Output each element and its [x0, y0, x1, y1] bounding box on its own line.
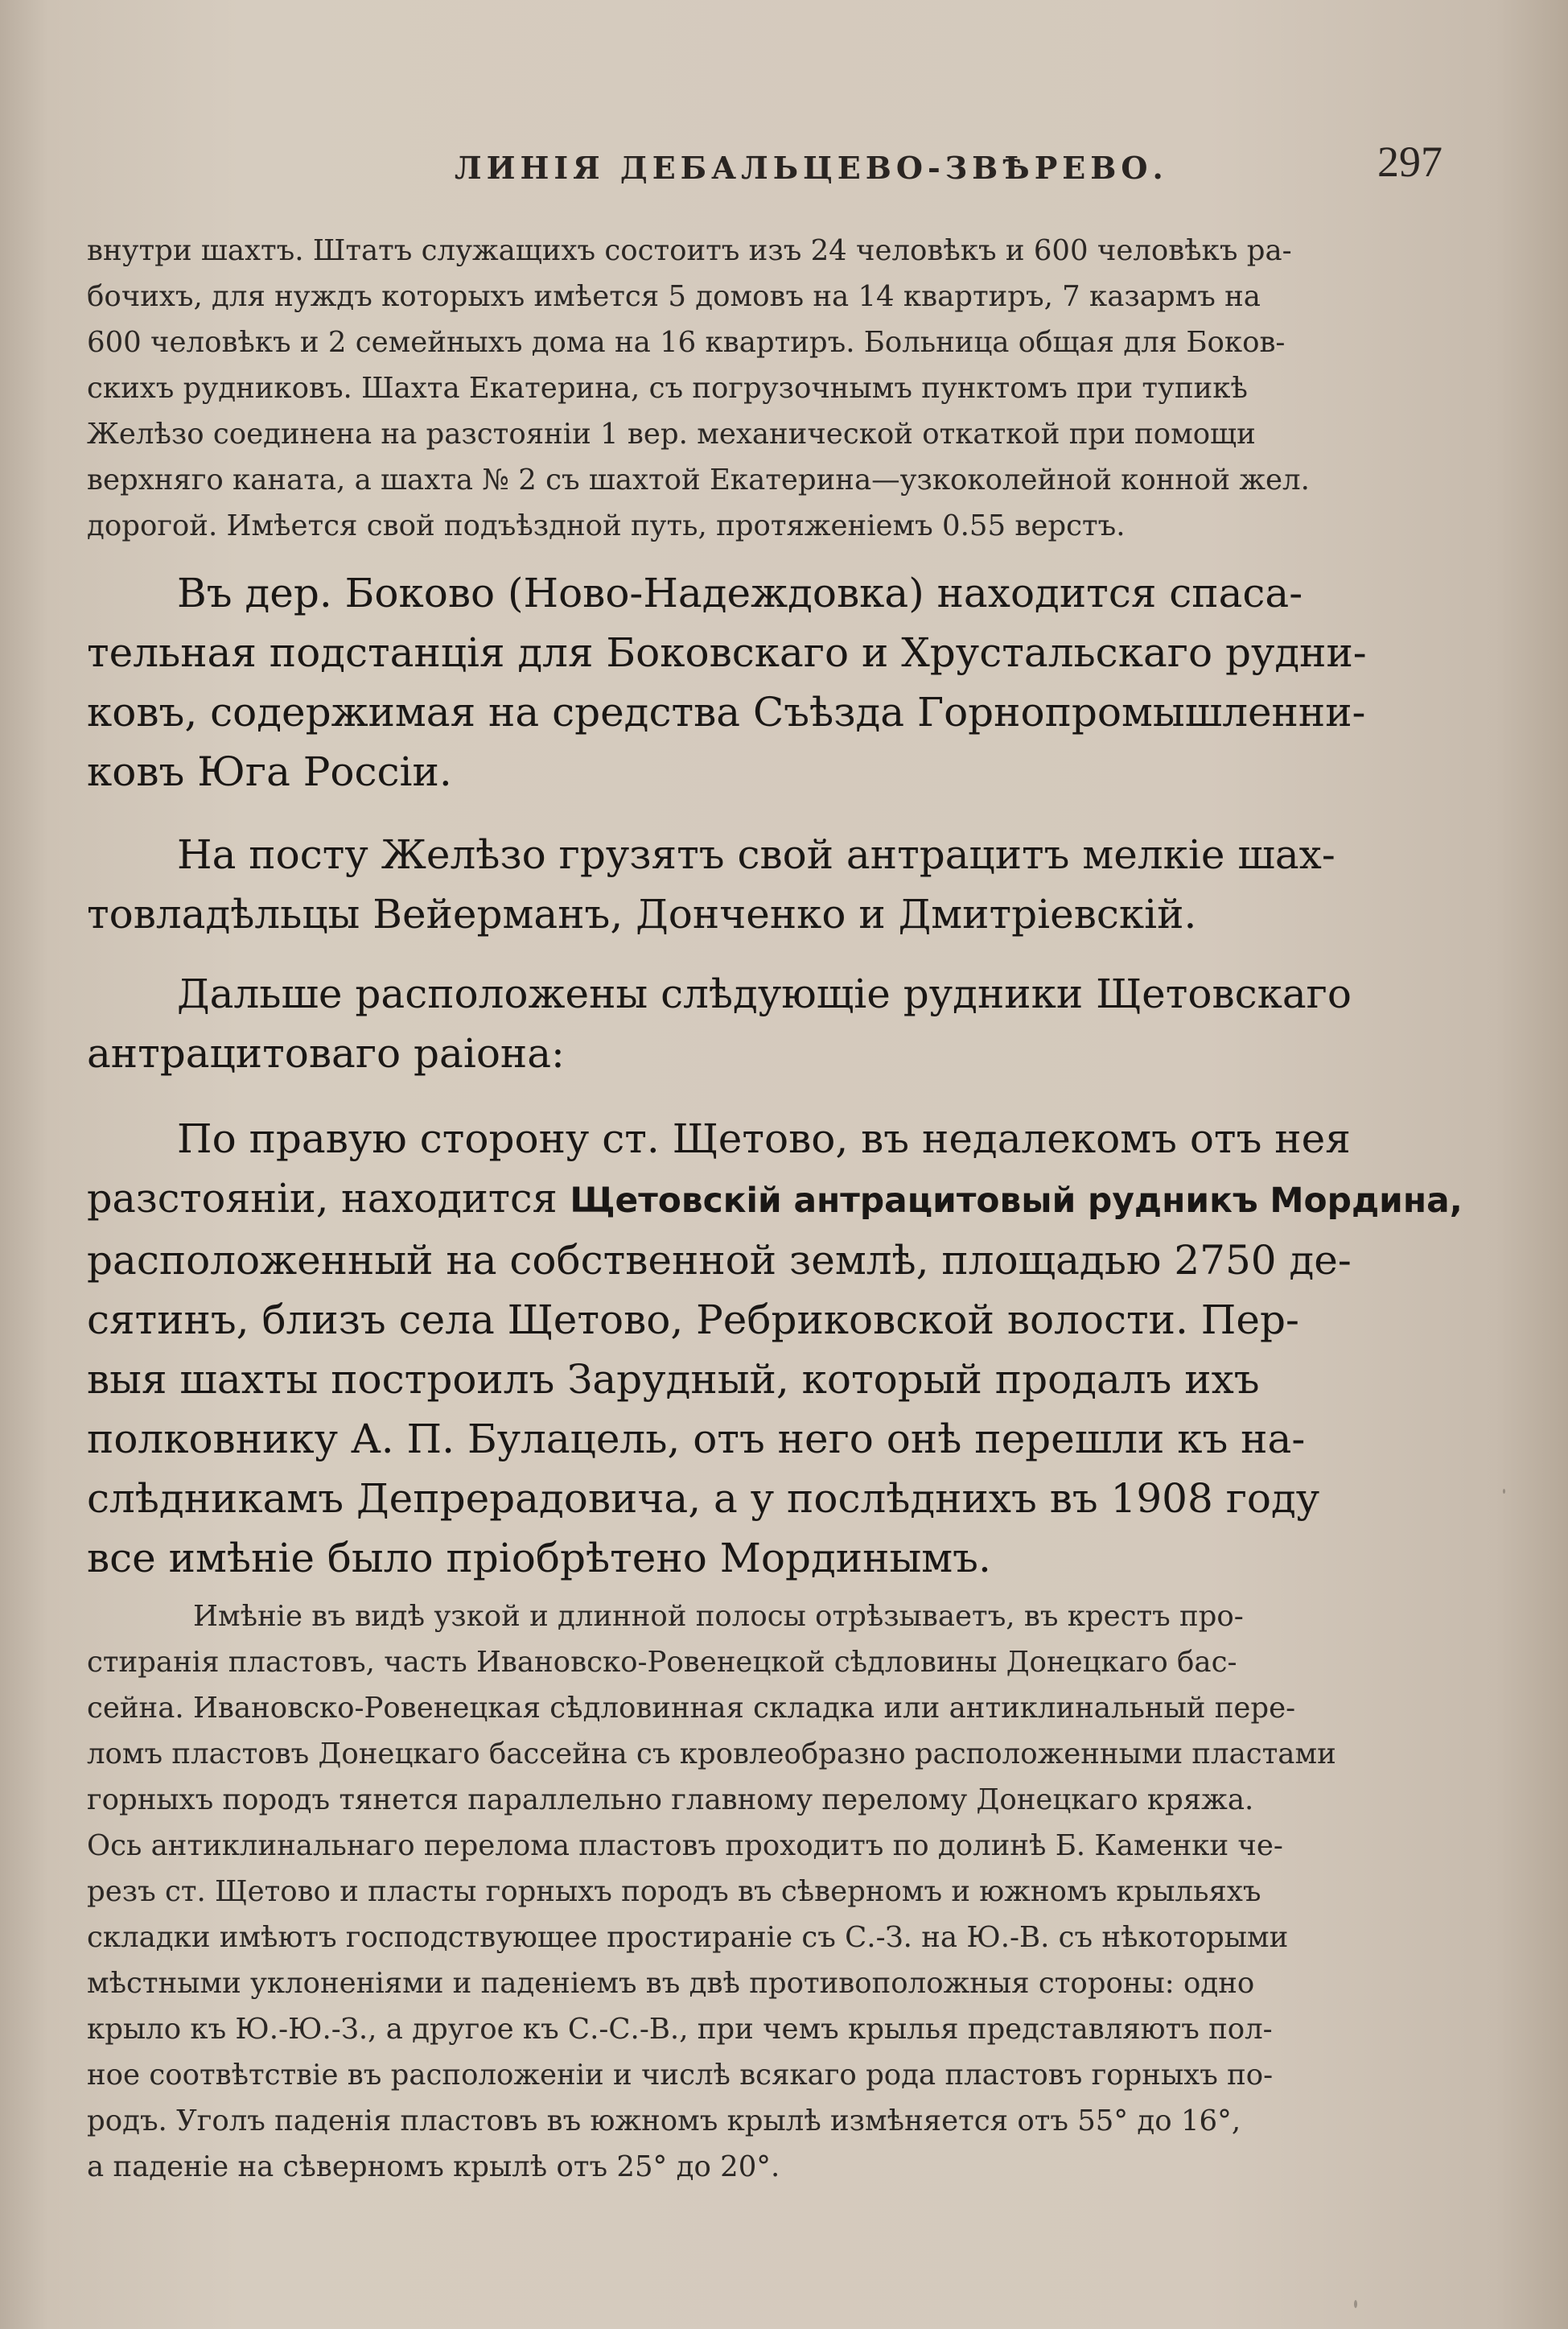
geology-line: Имѣніе въ видѣ узкой и длинной полосы отрѣзываетъ, въ крестъ про-	[193, 1600, 1244, 1633]
paragraph-line: По правую сторону ст. Щетово, въ недалекомъ отъ нея	[177, 1115, 1351, 1162]
geology-line: Ось антиклинальнаго перелома пластовъ проходитъ по долинѣ Б. Каменки че-	[87, 1829, 1283, 1862]
running-title: ЛИНІЯ ДЕБАЛЬЦЕВО-ЗВѢРЕВО.	[455, 150, 1168, 186]
paragraph-rescue-station	[87, 563, 1463, 802]
paragraph-line: ковъ, содержимая на средства Съѣзда Горнопромышленни-	[87, 689, 1366, 736]
intro-paragraph	[87, 228, 1463, 549]
paper-speck	[1384, 173, 1386, 175]
geology-line: сейна. Ивановско-Ровенецкая сѣдловинная складка или антиклинальный пере-	[87, 1692, 1296, 1725]
geology-line: крыло къ Ю.-Ю.-З., а другое къ С.-С.-В., при чемъ крылья представляютъ пол-	[87, 2013, 1273, 2046]
paragraph-line: сятинъ, близъ села Щетово, Ребриковской волости. Пер-	[87, 1296, 1299, 1343]
paragraph-zhelezo-post	[87, 825, 1463, 944]
paragraph-line: выя шахты построилъ Зарудный, который продалъ ихъ	[87, 1356, 1260, 1403]
paragraph-line: Въ дер. Боково (Ново-Надеждовка) находится спаса-	[177, 570, 1303, 616]
intro-line: бочихъ, для нуждъ которыхъ имѣется 5 домовъ на 14 квартиръ, 7 казармъ на	[87, 280, 1261, 313]
paragraph-line: ковъ Юга Россіи.	[87, 748, 452, 795]
intro-line: 600 человѣкъ и 2 семейныхъ дома на 16 квартиръ. Больница общая для Боков-	[87, 326, 1286, 359]
geology-line: стиранія пластовъ, часть Ивановско-Ровенецкой сѣдловины Донецкаго бас-	[87, 1646, 1237, 1679]
geology-line: складки имѣютъ господствующее простираніе съ С.-З. на Ю.-В. съ нѣкоторыми	[87, 1921, 1289, 1954]
paragraph-shchetovo-mines	[87, 964, 1463, 1083]
geology-line: ное соотвѣтствіе въ расположеніи и числѣ всякаго рода пластовъ горныхъ по-	[87, 2059, 1274, 2092]
running-head	[0, 138, 1568, 200]
paper-speck	[1503, 1489, 1505, 1494]
paragraph-line-with-bold	[87, 1169, 1463, 1230]
intro-line: скихъ рудниковъ. Шахта Екатерина, съ погрузочнымъ пунктомъ при тупикѣ	[87, 372, 1248, 405]
geology-line: горныхъ породъ тянется параллельно главному перелому Донецкаго кряжа.	[87, 1783, 1254, 1816]
geology-paragraph	[87, 1593, 1463, 2190]
paragraph-line: тельная подстанція для Боковскаго и Хрустальскаго рудни-	[87, 629, 1367, 676]
paragraph-line: товладѣльцы Вейерманъ, Донченко и Дмитріевскій.	[87, 891, 1197, 938]
paragraph-line: расположенный на собственной землѣ, площадью 2750 де-	[87, 1237, 1352, 1284]
page-number: 297	[1377, 138, 1442, 186]
mine-name-bold: Щетовскій антрацитовый рудникъ Мордина,	[570, 1181, 1463, 1221]
geology-line: резъ ст. Щетово и пласты горныхъ породъ въ сѣверномъ и южномъ крыльяхъ	[87, 1875, 1261, 1908]
paper-speck	[1354, 2300, 1357, 2308]
intro-line: Желѣзо соединена на разстояніи 1 вер. механической откаткой при помощи	[87, 418, 1256, 451]
geology-line: мѣстными уклоненіями и паденіемъ въ двѣ противоположныя стороны: одно	[87, 1967, 1255, 2000]
paragraph-mordin-mine	[87, 1109, 1463, 1588]
geology-line: а паденіе на сѣверномъ крылѣ отъ 25° до 20°.	[87, 2150, 780, 2183]
paragraph-line: На посту Желѣзо грузятъ свой антрацитъ мелкіе шах-	[177, 831, 1335, 878]
intro-line: внутри шахтъ. Штатъ служащихъ состоитъ изъ 24 человѣкъ и 600 человѣкъ ра-	[87, 234, 1292, 267]
paragraph-text: разстояніи, находится	[87, 1175, 570, 1222]
paragraph-line: антрацитоваго раіона:	[87, 1030, 565, 1077]
paragraph-line: все имѣніе было пріобрѣтено Мординымъ.	[87, 1535, 991, 1581]
paragraph-line: Дальше расположены слѣдующіе рудники Щетовскаго	[177, 971, 1352, 1017]
intro-line: верхняго каната, а шахта № 2 съ шахтой Екатерина—узкоколейной конной жел.	[87, 464, 1310, 497]
paragraph-line: слѣдникамъ Депрерадовича, а у послѣднихъ въ 1908 году	[87, 1475, 1320, 1522]
geology-line: родъ. Уголъ паденія пластовъ въ южномъ крылѣ измѣняется отъ 55° до 16°,	[87, 2104, 1241, 2137]
intro-line: дорогой. Имѣется свой подъѣздной путь, протяженіемъ 0.55 верстъ.	[87, 509, 1126, 542]
geology-line: ломъ пластовъ Донецкаго бассейна съ кровлеобразно расположенными пластами	[87, 1737, 1336, 1770]
paragraph-line: полковнику А. П. Булацель, отъ него онѣ перешли къ на-	[87, 1416, 1306, 1462]
